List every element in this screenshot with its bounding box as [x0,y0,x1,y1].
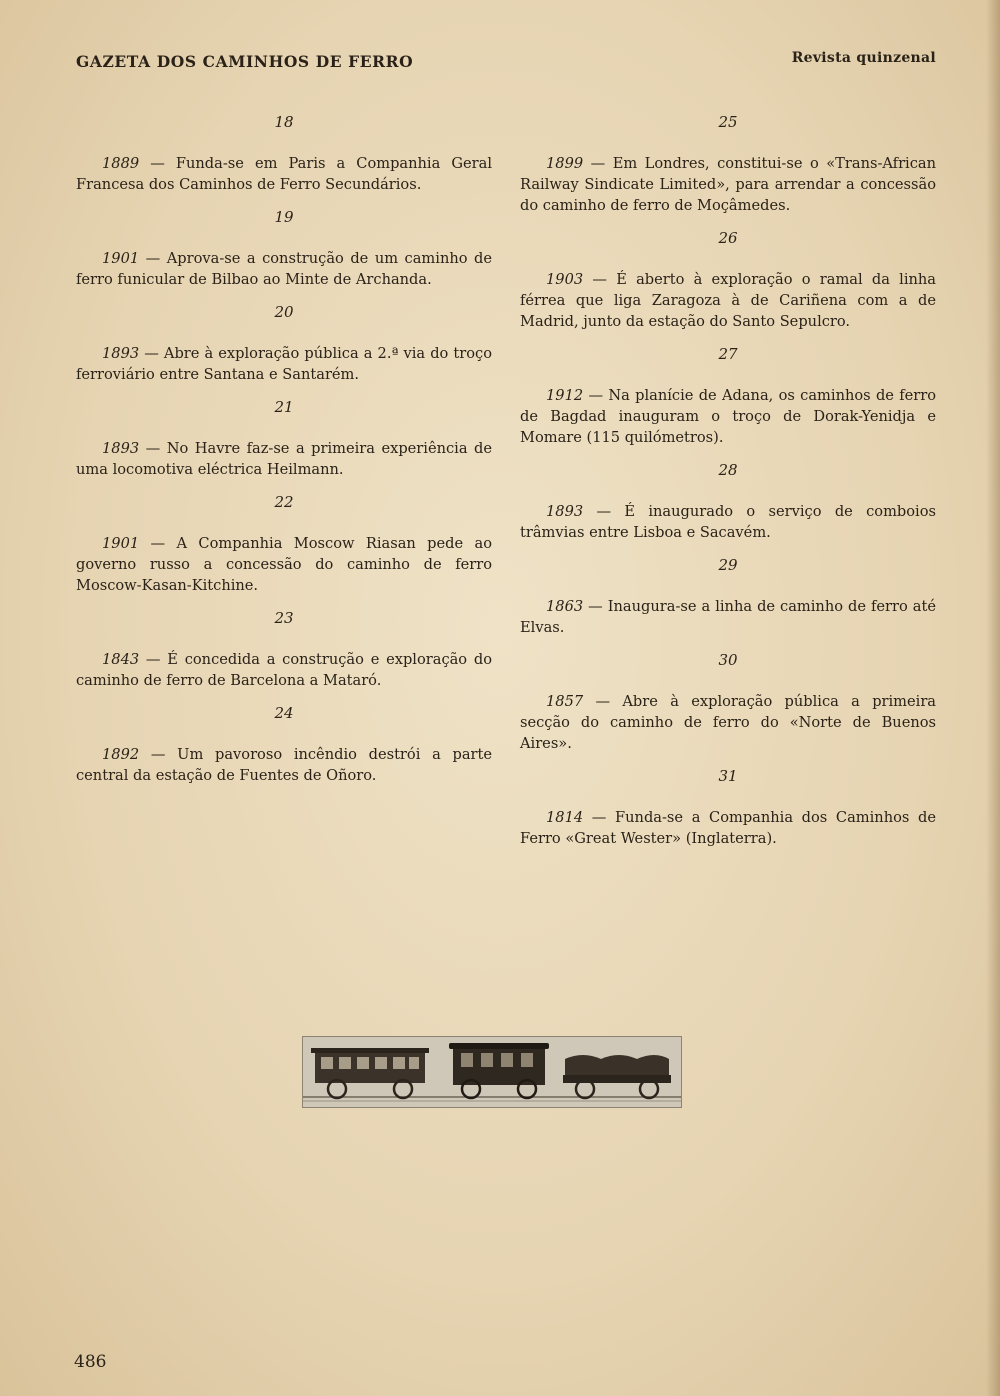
entry-text: Abre à exploração pública a 2.ª via do troço ferroviário entre Santana e Santarém. [76,345,493,383]
entry-year: 1912 [546,387,584,404]
right-column [520,112,936,861]
entry-text: Inaugura-se a linha de caminho de ferro até Elvas. [520,598,936,636]
day-number: 30 [718,651,738,669]
day-number: 24 [274,704,294,722]
day-number: 23 [274,609,294,627]
chronology-entry: 1843 — É concedida a construção e exploração do caminho de ferro de Barcelona a Mataró. [76,651,492,689]
entry-year: 1892 [102,746,140,763]
day-number: 29 [718,556,738,574]
entry-year: 1893 [102,345,140,362]
entry-text: É aberto à exploração o ramal da linha férrea que liga Zaragoza à de Cariñena com a de Madrid, junto da estação do Santo Sepulcro. [520,271,937,330]
chronology-entry: 1893 — É inaugurado o serviço de comboios trâmvias entre Lisboa e Sacavém. [520,503,936,541]
entry-text: No Havre faz-se a primeira experiência de uma locomotiva eléctrica Heilmann. [76,440,493,478]
entry-text: É concedida a construção e exploração do caminho de ferro de Barcelona a Mataró. [76,651,492,689]
day-number: 25 [718,113,738,131]
chronology-entry: 1814 — Funda-se a Companhia dos Caminhos de Ferro «Great Wester» (Inglaterra). [520,809,937,847]
chronology-entry: 1912 — Na planície de Adana, os caminhos de ferro de Bagdad inauguram o troço de Dorak-Yenidja e Momare (115 quilómetros). [520,387,937,446]
chronology-entry: 1857 — Abre à exploração pública a primeira secção do caminho de ferro do «Norte de Buenos Aires». [520,693,937,752]
chronology-entry: 1903 — É aberto à exploração o ramal da linha férrea que liga Zaragoza à de Cariñena com a de Madrid, junto da estação do Santo Sepulcro. [520,271,937,330]
entry-text: Na planície de Adana, os caminhos de ferro de Bagdad inauguram o troço de Dorak-Yenidja e Momare (115 quilómetros). [520,387,937,446]
entry-year: 1814 [546,809,584,826]
entry-text: É inaugurado o serviço de comboios trâmvias entre Lisboa e Sacavém. [520,503,936,541]
chronology-entry: 1893 — Abre à exploração pública a 2.ª via do troço ferroviário entre Santana e Santarém. [76,345,493,383]
day-number: 26 [718,229,738,247]
entry-year: 1901 [102,250,140,267]
entry-text: Aprova-se a construção de um caminho de ferro funicular de Bilbao ao Minte de Archanda. [76,250,493,288]
day-number: 21 [274,398,294,416]
entry-year: 1893 [102,440,140,457]
day-number: 31 [718,767,738,785]
day-number: 18 [274,113,294,131]
chronology-entry: 1863 — Inaugura-se a linha de caminho de ferro até Elvas. [520,598,936,636]
entry-year: 1863 [546,598,584,615]
entry-text: Abre à exploração pública a primeira secção do caminho de ferro do «Norte de Buenos Aires». [520,693,937,752]
day-number: 28 [718,461,738,479]
chronology-entry: 1893 — No Havre faz-se a primeira experiência de uma locomotiva eléctrica Heilmann. [76,440,493,478]
entry-year: 1901 [102,535,140,552]
entry-text: A Companhia Moscow Riasan pede ao governo russo a concessão do caminho de ferro Moscow-Kasan-Kitchine. [76,535,492,594]
entry-text: Um pavoroso incêndio destrói a parte central da estação de Fuentes de Oñoro. [76,746,492,784]
train-carriages-illustration [302,1036,682,1108]
entry-year: 1899 [546,155,584,172]
chronology-entry: 1889 — Funda-se em Paris a Companhia Geral Francesa dos Caminhos de Ferro Secundários. [76,155,492,193]
entry-year: 1903 [546,271,584,288]
day-number: 20 [274,303,294,321]
day-number: 22 [274,493,294,511]
entry-year: 1893 [546,503,584,520]
day-number: 27 [718,345,738,363]
entry-text: Funda-se em Paris a Companhia Geral Francesa dos Caminhos de Ferro Secundários. [76,155,492,193]
page-number: 486 [74,1352,107,1372]
train-carriages-icon [303,1037,681,1107]
entry-text: Em Londres, constitui-se o «Trans-African Railway Sindicate Limited», para arrendar a concessão do caminho de ferro de Moçâmedes. [520,155,936,214]
day-number: 19 [274,208,294,226]
left-column [76,112,492,798]
chronology-entry: 1901 — A Companhia Moscow Riasan pede ao governo russo a concessão do caminho de ferro Moscow-Kasan-Kitchine. [76,535,492,594]
chronology-entry: 1901 — Aprova-se a construção de um caminho de ferro funicular de Bilbao ao Minte de Archanda. [76,250,493,288]
entry-text: Funda-se a Companhia dos Caminhos de Ferro «Great Wester» (Inglaterra). [520,809,937,847]
entry-year: 1857 [546,693,584,710]
page-edge-shadow [986,0,1000,1396]
entry-year: 1843 [102,651,140,668]
publication-subtitle: Revista quinzenal [791,50,936,66]
chronology-entry: 1899 — Em Londres, constitui-se o «Trans-African Railway Sindicate Limited», para arrendar a concessão do caminho de ferro de Moçâmedes. [520,155,936,214]
chronology-entry: 1892 — Um pavoroso incêndio destrói a parte central da estação de Fuentes de Oñoro. [76,746,492,784]
entry-year: 1889 [102,155,140,172]
publication-title: GAZETA DOS CAMINHOS DE FERRO [76,52,414,71]
